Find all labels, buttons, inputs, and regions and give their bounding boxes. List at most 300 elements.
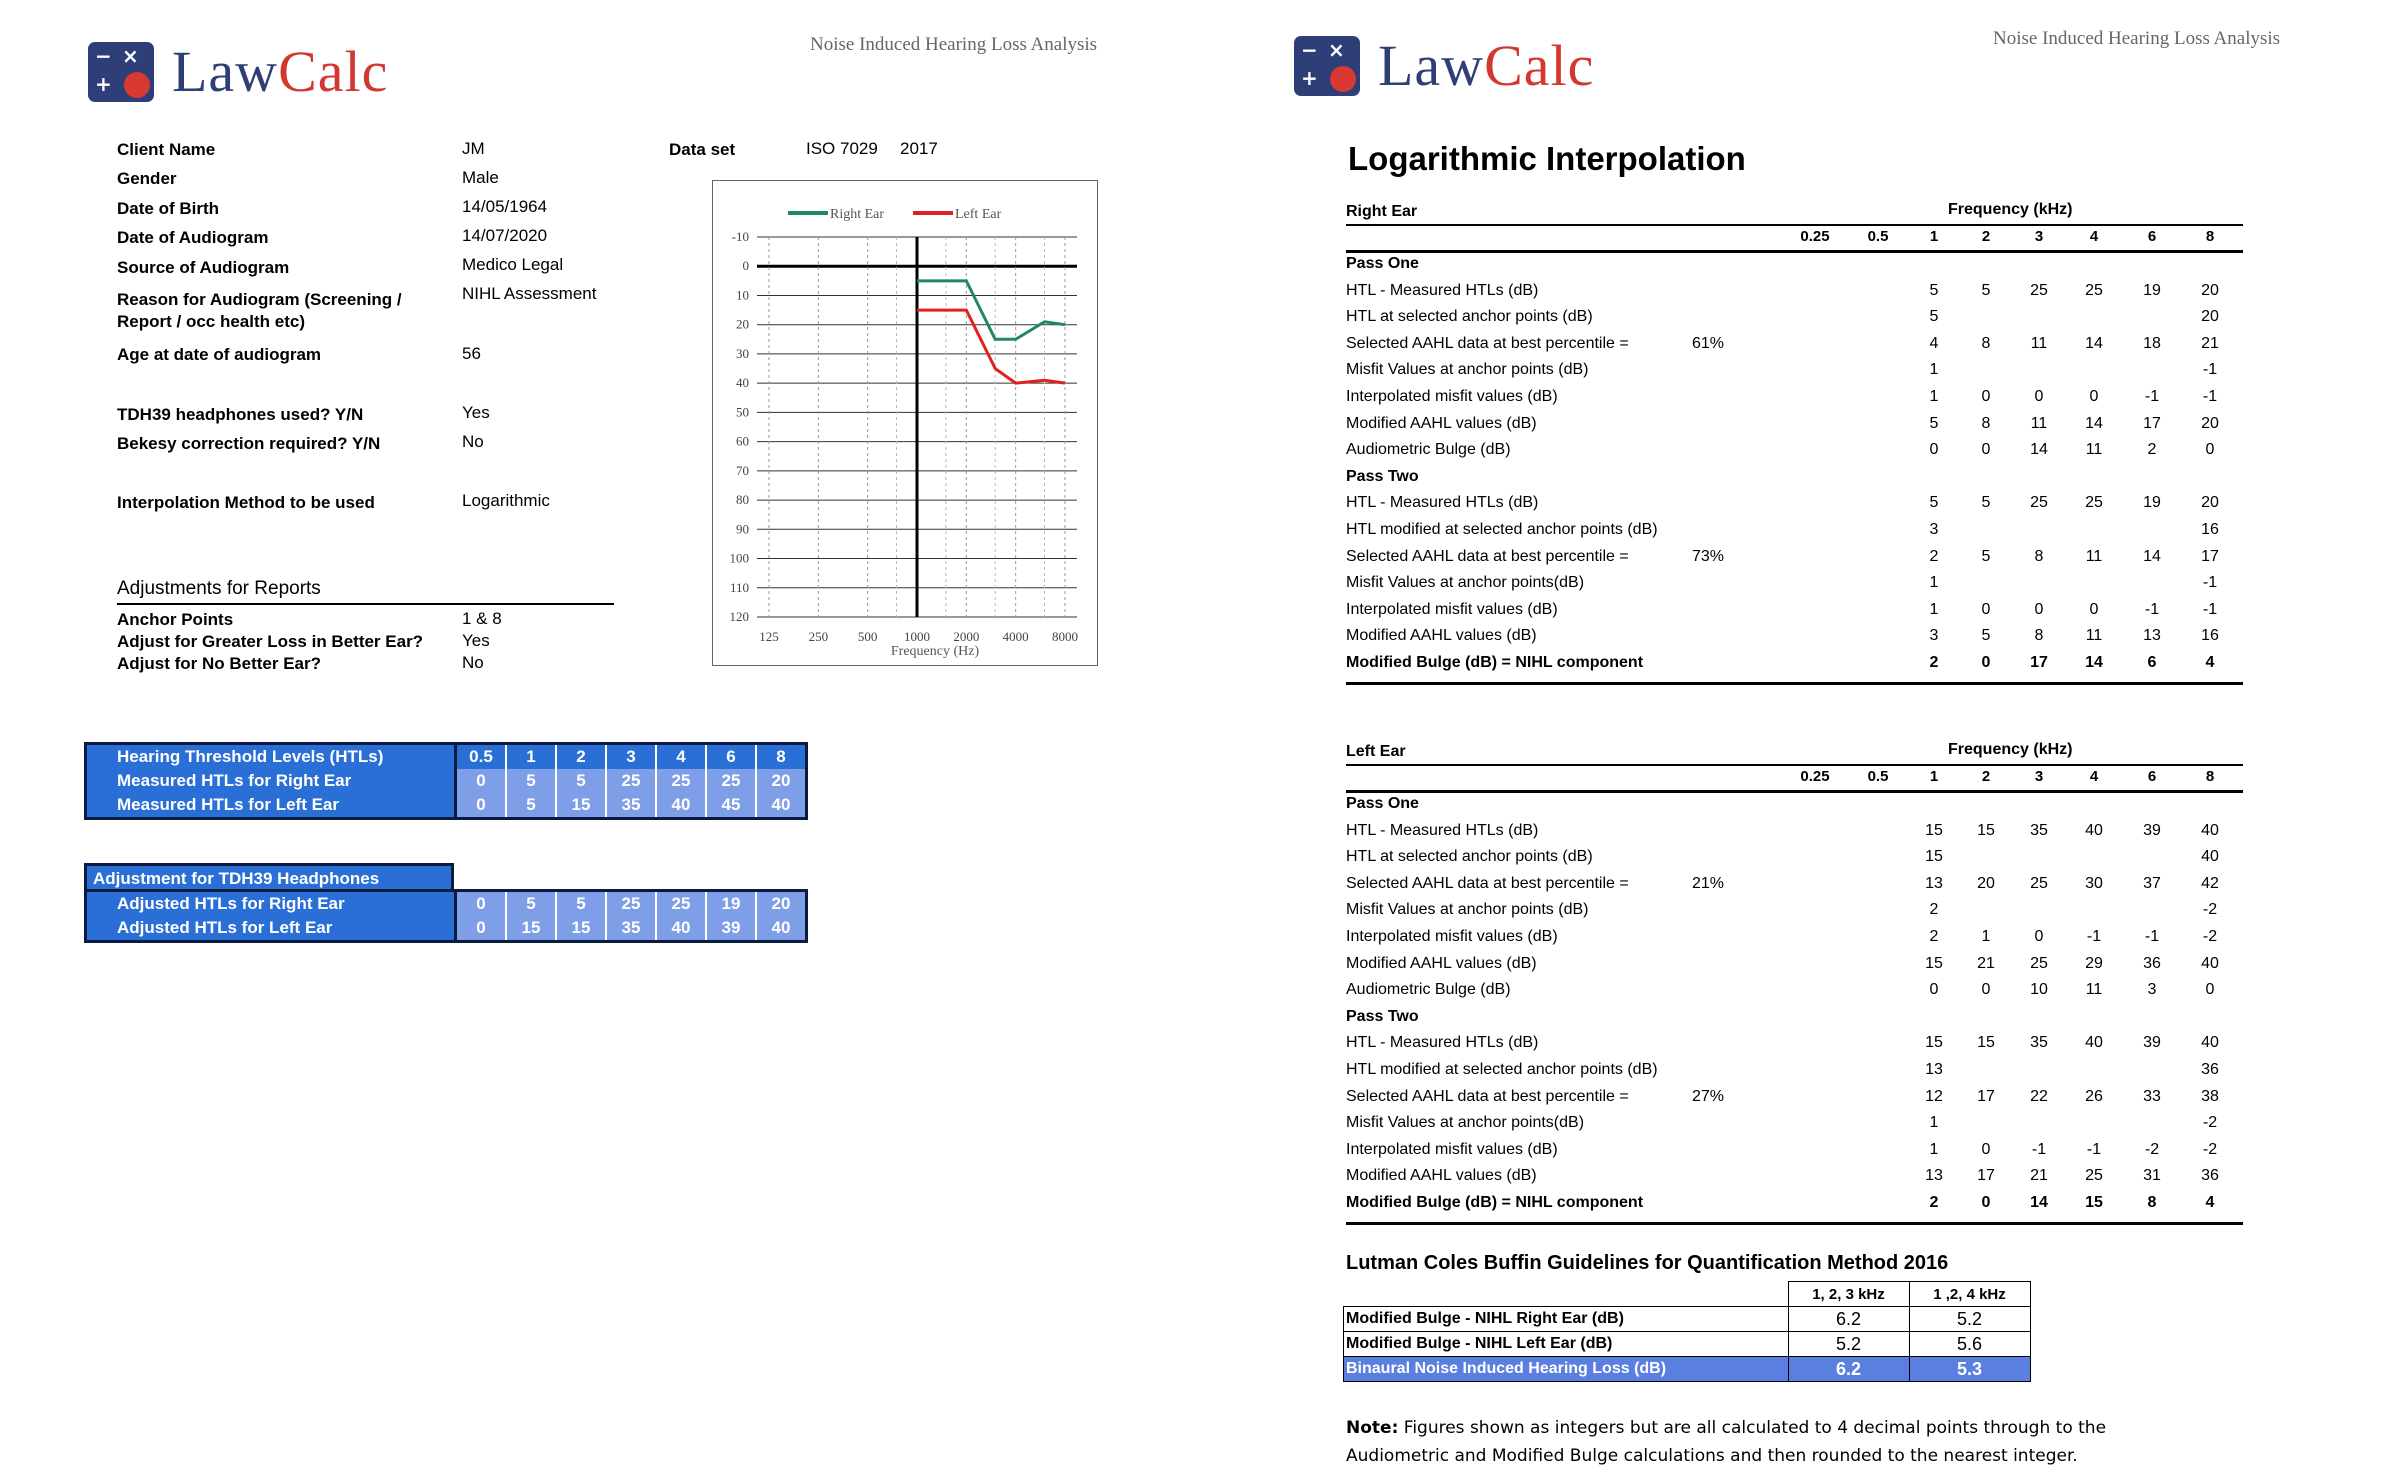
value-cell: 11 (2030, 414, 2048, 432)
value-cell: 13 (1925, 1061, 1943, 1078)
row-label: HTL modified at selected anchor points (dB) (1346, 1061, 1658, 1078)
logo-wordmark (172, 38, 388, 105)
header-title: Noise Induced Hearing Loss Analysis (810, 34, 1098, 55)
value-cell: 17 (1977, 1167, 1995, 1185)
table-row (86, 891, 807, 917)
y-tick-label: -10 (731, 229, 749, 244)
logo-law: Law (172, 39, 279, 104)
info-value: Logarithmic (462, 491, 550, 510)
value-cell: 1 (1929, 361, 1939, 379)
row-label: HTL - Measured HTLs (dB) (1346, 281, 1539, 299)
value-cell: 8 (1981, 414, 1991, 432)
info-value: 14/05/1964 (462, 197, 548, 216)
value-cell: 20 (2201, 494, 2219, 512)
value-cell: 25 (2085, 281, 2103, 299)
info-label: Date of Audiogram (117, 228, 269, 247)
table-row (86, 916, 807, 942)
value-cell: 0 (1981, 600, 1991, 618)
value-cell: 5.2 (1909, 1307, 2030, 1332)
value-cell: 5 (1981, 281, 1991, 299)
info-value: Yes (462, 403, 490, 422)
row-label: Interpolated misfit values (dB) (1346, 928, 1558, 945)
x-tick-label: 8000 (1052, 629, 1078, 644)
value-cell: 5 (1929, 414, 1939, 432)
row-label: Adjusted HTLs for Right Ear (86, 891, 456, 917)
value-cell: 14 (2085, 334, 2103, 352)
value-cell: 36 (2201, 1167, 2219, 1185)
value-cell: 33 (2143, 1087, 2161, 1105)
value-cell: 0 (1981, 388, 1991, 405)
value-cell: 36 (2201, 1061, 2219, 1078)
value-cell: 2 (1929, 901, 1939, 919)
divider (1346, 224, 2243, 226)
table-row (1344, 1332, 2031, 1357)
y-tick-label: 60 (736, 433, 749, 449)
dataset-year: 2017 (900, 139, 938, 158)
dataset-value: ISO 7029 (806, 139, 878, 158)
adjust-value: No (462, 653, 484, 672)
value-cell: 0 (2034, 388, 2044, 405)
value-cell: 16 (2201, 521, 2219, 538)
value-cell: 21 (2201, 334, 2219, 352)
value-cell: 1 (1981, 928, 1991, 945)
value-cell: -2 (2202, 1114, 2218, 1132)
freq-col: 3 (2034, 228, 2044, 245)
value-cell: 3 (2147, 981, 2157, 999)
value-cell: 0 (2205, 981, 2215, 999)
ear-label: Left Ear (1346, 743, 1406, 760)
value-cell: 5.2 (1788, 1332, 1909, 1357)
lutman-header-row (1344, 1282, 2031, 1307)
value-cell: 2 (1929, 547, 1939, 565)
logo-calc: Calc (278, 39, 389, 104)
row-label: Modified AAHL values (dB) (1346, 954, 1537, 972)
series-line-left-ear (917, 310, 1065, 383)
value-cell: 13 (1925, 1167, 1943, 1185)
row-label: HTL - Measured HTLs (dB) (1346, 821, 1539, 839)
percentile: 73% (1692, 547, 1725, 565)
row-label: Audiometric Bulge (dB) (1346, 441, 1511, 459)
freq-col: 4 (2089, 228, 2099, 245)
value-cell: 2 (1929, 928, 1939, 945)
value-cell: 29 (2085, 954, 2103, 972)
value-cell: 14 (2085, 414, 2103, 432)
value-cell: 20 (1977, 874, 1995, 892)
value-cell: 0 (456, 891, 507, 917)
row-label: Misfit Values at anchor points(dB) (1346, 574, 1585, 592)
value-cell: 19 (2143, 281, 2161, 299)
value-cell: 8 (2034, 547, 2044, 565)
info-label: Age at date of audiogram (117, 345, 322, 364)
value-cell: -1 (2144, 600, 2160, 618)
table-row (1344, 1357, 2031, 1382)
adjust-label: Adjust for Greater Loss in Better Ear? (117, 632, 424, 651)
audiogram-chart (712, 180, 1098, 666)
value-cell: 25 (2030, 874, 2048, 892)
value-cell: 5 (556, 769, 606, 793)
row-label: Misfit Values at anchor points (dB) (1346, 361, 1589, 379)
lutman-title: Lutman Coles Buffin Guidelines for Quantification Method 2016 (1346, 1252, 1949, 1274)
info-label: Client Name (117, 140, 216, 159)
freq-header: Frequency (kHz) (1948, 201, 2073, 218)
col-header: 1, 2, 3 kHz (1788, 1282, 1909, 1307)
value-cell: 1 (1929, 388, 1939, 405)
y-tick-label: 90 (736, 521, 749, 537)
value-cell: 5 (1981, 494, 1991, 512)
row-label: Misfit Values at anchor points(dB) (1346, 1114, 1585, 1132)
value-cell: 0 (456, 793, 507, 819)
divider (117, 603, 614, 605)
x-tick-label: 2000 (953, 629, 980, 644)
value-cell: 8 (2034, 627, 2044, 645)
info-value: 56 (462, 344, 481, 363)
value-cell: 4 (2205, 1194, 2215, 1211)
value-cell: 0 (456, 769, 507, 793)
value-cell: 3 (1929, 521, 1939, 538)
value-cell: 25 (656, 769, 706, 793)
row-label: Modified Bulge - NIHL Right Ear (dB) (1344, 1307, 1789, 1332)
value-cell: 5 (556, 891, 606, 917)
value-cell: -1 (2144, 928, 2160, 945)
x-tick-label: 4000 (1002, 629, 1029, 644)
value-cell: 15 (1925, 954, 1943, 972)
value-cell: 17 (1977, 1087, 1995, 1105)
value-cell: 37 (2143, 874, 2161, 892)
value-cell: -2 (2202, 1140, 2218, 1158)
freq-cell: 2 (556, 744, 606, 770)
freq-col: 6 (2147, 768, 2157, 785)
value-cell: 14 (2030, 1194, 2048, 1211)
freq-col: 0.25 (1800, 768, 1830, 785)
y-tick-label: 70 (736, 462, 749, 478)
freq-col: 8 (2205, 228, 2215, 245)
value-cell: 15 (1925, 1034, 1943, 1052)
value-cell: 38 (2201, 1087, 2219, 1105)
row-label: Binaural Noise Induced Hearing Loss (dB) (1344, 1357, 1789, 1382)
row-label: Interpolated misfit values (dB) (1346, 1140, 1558, 1158)
row-label: Pass One (1346, 255, 1419, 272)
row-label: Adjusted HTLs for Left Ear (86, 916, 456, 942)
row-label: Selected AAHL data at best percentile = (1346, 547, 1629, 565)
row-label: Selected AAHL data at best percentile = (1346, 334, 1629, 352)
value-cell: 21 (1977, 954, 1995, 972)
y-tick-label: 10 (736, 287, 749, 303)
freq-col: 4 (2089, 768, 2099, 785)
lawcalc-logo (1294, 32, 1594, 99)
value-cell: 0 (2089, 600, 2099, 618)
info-value: 14/07/2020 (462, 226, 548, 245)
value-cell: 40 (656, 916, 706, 942)
row-label: Modified Bulge (dB) = NIHL component (1346, 654, 1644, 671)
value-cell: -1 (2202, 574, 2218, 592)
value-cell: 0 (2034, 600, 2044, 618)
htl-header-row (86, 744, 807, 770)
y-tick-label: 20 (736, 316, 749, 332)
page-title: Logarithmic Interpolation (1348, 140, 1746, 177)
value-cell: 42 (2201, 874, 2219, 892)
info-label: Reason for Audiogram (Screening / (117, 290, 402, 309)
logo-calc: Calc (1484, 33, 1595, 98)
info-label: Report / occ health etc) (117, 312, 305, 331)
value-cell: 5 (506, 891, 556, 917)
value-cell: 4 (1929, 334, 1939, 352)
row-label: HTL - Measured HTLs (dB) (1346, 494, 1539, 512)
value-cell: 25 (2030, 281, 2048, 299)
value-cell: 0 (1981, 1194, 1991, 1211)
row-label: Selected AAHL data at best percentile = (1346, 1087, 1629, 1105)
value-cell: 17 (2143, 414, 2161, 432)
value-cell: -1 (2202, 388, 2218, 405)
value-cell: 39 (2143, 1034, 2161, 1052)
value-cell: 30 (2085, 874, 2103, 892)
value-cell: 0 (2089, 388, 2099, 405)
value-cell: 20 (2201, 281, 2219, 299)
htl-header: Hearing Threshold Levels (HTLs) (86, 744, 456, 770)
value-cell: 15 (556, 793, 606, 819)
value-cell: 40 (2201, 848, 2219, 866)
freq-cell: 3 (606, 744, 656, 770)
value-cell: -1 (2086, 1140, 2102, 1158)
value-cell: 2 (1929, 1194, 1939, 1211)
row-label: Misfit Values at anchor points (dB) (1346, 901, 1589, 919)
value-cell: 5 (506, 769, 556, 793)
value-cell: 15 (1977, 821, 1995, 839)
value-cell: 16 (2201, 627, 2219, 645)
divider (1346, 250, 2243, 253)
value-cell: 6 (2147, 654, 2157, 671)
value-cell: 22 (2030, 1087, 2048, 1105)
x-tick-label: 1000 (904, 629, 930, 644)
value-cell: 0 (1981, 441, 1991, 459)
note-line2: Audiometric and Modified Bulge calculations and then rounded to the nearest integer. (1346, 1446, 2078, 1466)
value-cell: 21 (2030, 1167, 2048, 1185)
adjust-value: Yes (462, 631, 490, 650)
value-cell: 11 (2085, 981, 2103, 999)
value-cell: 25 (2085, 1167, 2103, 1185)
value-cell: 25 (606, 769, 656, 793)
value-cell: 1 (1929, 600, 1939, 618)
value-cell: 20 (756, 891, 807, 917)
calculator-scale-icon: − × + (1294, 36, 1360, 96)
value-cell: 6.2 (1788, 1307, 1909, 1332)
value-cell: 36 (2143, 954, 2161, 972)
row-label: Pass One (1346, 795, 1419, 812)
x-tick-label: 250 (808, 629, 829, 644)
row-label: Measured HTLs for Right Ear (86, 769, 456, 793)
freq-col: 2 (1981, 228, 1991, 245)
freq-cell: 1 (506, 744, 556, 770)
value-cell: 5 (1981, 547, 1991, 565)
info-value: JM (462, 139, 485, 158)
value-cell: 40 (2201, 954, 2219, 972)
value-cell: 14 (2030, 441, 2048, 459)
value-cell: 2 (1929, 654, 1939, 671)
value-cell: 15 (506, 916, 556, 942)
table-row (1344, 1307, 2031, 1332)
row-label: Modified AAHL values (dB) (1346, 627, 1537, 645)
value-cell: 0 (1929, 441, 1939, 459)
freq-col: 3 (2034, 768, 2044, 785)
info-value: No (462, 432, 484, 451)
calculator-scale-icon: − × + (88, 42, 154, 102)
value-cell: 12 (1925, 1087, 1943, 1105)
lawcalc-logo (88, 38, 388, 105)
value-cell: 1 (1929, 574, 1939, 592)
value-cell: -2 (2202, 928, 2218, 945)
freq-col: 0.5 (1867, 768, 1889, 785)
value-cell: 5 (506, 793, 556, 819)
value-cell: -1 (2202, 361, 2218, 379)
value-cell: 10 (2030, 981, 2048, 999)
value-cell: 25 (656, 891, 706, 917)
value-cell: 18 (2143, 334, 2161, 352)
value-cell: 8 (2147, 1194, 2157, 1211)
value-cell: 4 (2205, 654, 2215, 671)
value-cell: 19 (706, 891, 756, 917)
value-cell: 39 (2143, 821, 2161, 839)
value-cell: 19 (2143, 494, 2161, 512)
row-label: Audiometric Bulge (dB) (1346, 981, 1511, 999)
value-cell: 25 (2030, 954, 2048, 972)
value-cell: 26 (2085, 1087, 2103, 1105)
value-cell: 40 (2201, 821, 2219, 839)
adjustments-title: Adjustments for Reports (117, 578, 321, 599)
value-cell: 35 (2030, 821, 2048, 839)
percentile: 21% (1692, 874, 1725, 892)
x-axis-label: Frequency (Hz) (890, 644, 980, 659)
value-cell: 1 (1929, 1140, 1939, 1158)
info-value: NIHL Assessment (462, 284, 597, 303)
value-cell: 35 (606, 793, 656, 819)
legend-label: Left Ear (955, 207, 1002, 222)
value-cell: 5.3 (1909, 1357, 2030, 1382)
row-label: HTL modified at selected anchor points (dB) (1346, 521, 1658, 538)
value-cell: 0 (1929, 981, 1939, 999)
value-cell: 40 (756, 916, 807, 942)
y-tick-label: 100 (729, 550, 749, 566)
ear-label: Right Ear (1346, 203, 1418, 220)
value-cell: 20 (2201, 414, 2219, 432)
value-cell: 25 (2030, 494, 2048, 512)
info-value: Male (462, 168, 499, 187)
note-line1: Figures shown as integers but are all calculated to 4 decimal points through to the (1398, 1418, 2107, 1438)
freq-col: 1 (1929, 768, 1939, 785)
value-cell: 6.2 (1788, 1357, 1909, 1382)
x-tick-label: 125 (759, 629, 779, 644)
table-row (86, 769, 807, 793)
freq-col: 0.25 (1800, 228, 1830, 245)
tdh-header: Adjustment for TDH39 Headphones (84, 863, 454, 889)
lutman-table (1343, 1281, 2031, 1382)
value-cell: 0 (2034, 928, 2044, 945)
y-tick-label: 50 (736, 404, 749, 420)
value-cell: 11 (2085, 441, 2103, 459)
row-label: HTL at selected anchor points (dB) (1346, 308, 1593, 326)
logo-wordmark (1378, 32, 1594, 99)
adjust-value: 1 & 8 (462, 609, 502, 628)
value-cell: -1 (2144, 388, 2160, 405)
row-label: Selected AAHL data at best percentile = (1346, 874, 1629, 892)
value-cell: 14 (2143, 547, 2161, 565)
row-label: Pass Two (1346, 467, 1419, 485)
note (1346, 1414, 2106, 1470)
value-cell: 1 (1929, 1114, 1939, 1132)
row-label: Modified Bulge - NIHL Left Ear (dB) (1344, 1332, 1789, 1357)
value-cell: 11 (2030, 334, 2048, 352)
value-cell: 35 (2030, 1034, 2048, 1052)
freq-col: 8 (2205, 768, 2215, 785)
value-cell: -1 (2086, 928, 2102, 945)
freq-col: 6 (2147, 228, 2157, 245)
value-cell: 14 (2085, 654, 2103, 671)
value-cell: 8 (1981, 334, 1991, 352)
freq-col: 0.5 (1867, 228, 1889, 245)
freq-cell: 0.5 (456, 744, 507, 770)
header-title: Noise Induced Hearing Loss Analysis (1993, 28, 2281, 49)
value-cell: 40 (2085, 821, 2103, 839)
freq-col: 2 (1981, 768, 1991, 785)
info-label: Date of Birth (117, 199, 219, 218)
value-cell: 15 (1925, 848, 1943, 866)
y-tick-label: 30 (736, 345, 749, 361)
value-cell: 39 (706, 916, 756, 942)
percentile: 61% (1692, 334, 1725, 352)
freq-header: Frequency (kHz) (1948, 741, 2073, 758)
value-cell: 40 (756, 793, 807, 819)
value-cell: 15 (1925, 821, 1943, 839)
value-cell: 11 (2085, 627, 2103, 645)
row-label: Interpolated misfit values (dB) (1346, 388, 1558, 405)
y-tick-label: 80 (736, 492, 749, 508)
value-cell: 5 (1929, 494, 1939, 512)
value-cell: 20 (2201, 308, 2219, 326)
value-cell: 0 (1981, 654, 1991, 671)
y-tick-label: 40 (736, 375, 749, 391)
value-cell: 35 (606, 916, 656, 942)
table-row (86, 793, 807, 819)
row-label: HTL - Measured HTLs (dB) (1346, 1034, 1539, 1052)
freq-cell: 6 (706, 744, 756, 770)
value-cell: 0 (1981, 1140, 1991, 1158)
value-cell: 31 (2143, 1167, 2161, 1185)
audiogram-svg (713, 181, 1097, 665)
value-cell: 15 (556, 916, 606, 942)
freq-cell: 4 (656, 744, 706, 770)
value-cell: 0 (2205, 441, 2215, 459)
value-cell: -1 (2031, 1140, 2047, 1158)
row-label: Modified AAHL values (dB) (1346, 1167, 1537, 1185)
row-label: Modified Bulge (dB) = NIHL component (1346, 1194, 1644, 1211)
freq-cell: 8 (756, 744, 807, 770)
y-tick-label: 0 (742, 258, 749, 274)
value-cell: 0 (1981, 981, 1991, 999)
value-cell: 2 (2147, 441, 2157, 459)
dataset-label: Data set (669, 140, 736, 159)
logo-law: Law (1378, 33, 1485, 98)
x-tick-label: 500 (857, 629, 878, 644)
row-label: Modified AAHL values (dB) (1346, 414, 1537, 432)
percentile: 27% (1692, 1087, 1725, 1105)
empty-cell (1344, 1282, 1789, 1307)
value-cell: 5 (1929, 308, 1939, 326)
value-cell: 13 (1925, 874, 1943, 892)
value-cell: 15 (2085, 1194, 2103, 1211)
value-cell: 40 (2201, 1034, 2219, 1052)
info-label: Gender (117, 169, 177, 188)
y-tick-label: 110 (729, 579, 749, 595)
row-label: HTL at selected anchor points (dB) (1346, 848, 1593, 866)
freq-col: 1 (1929, 228, 1939, 245)
